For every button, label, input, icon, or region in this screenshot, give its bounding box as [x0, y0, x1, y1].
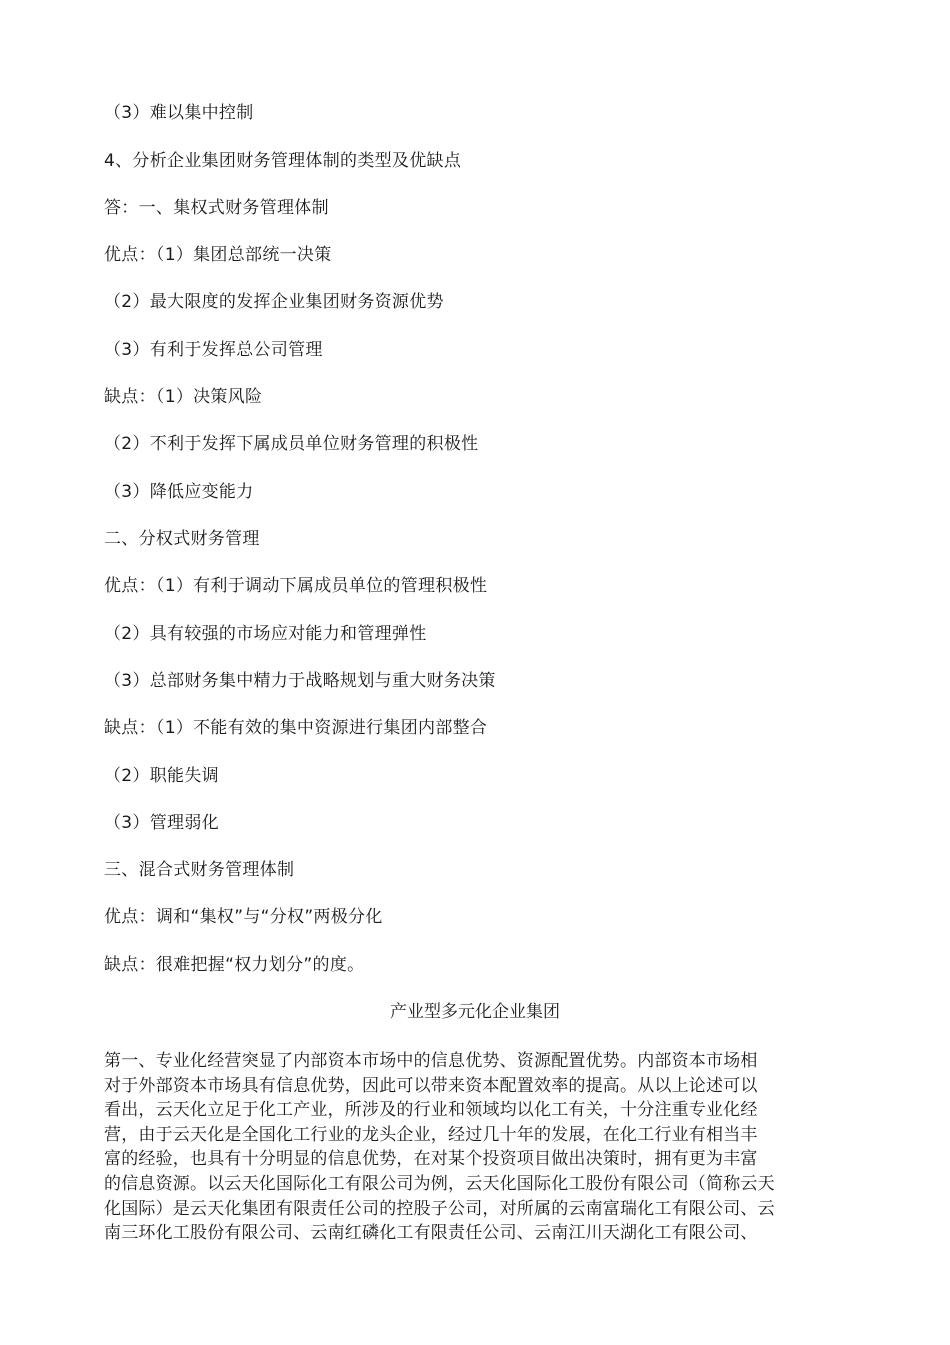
text-line: （2）最大限度的发挥企业集团财务资源优势: [104, 292, 444, 312]
text-line: 优点：（1）集团总部统一决策: [104, 245, 332, 265]
section-title: 产业型多元化企业集团: [390, 1002, 560, 1022]
paragraph-line: 化国际）是云天化集团有限责任公司的控股子公司，对所属的云南富瑞化工有限公司、云: [104, 1198, 775, 1219]
text-line: 缺点：（1）不能有效的集中资源进行集团内部整合: [104, 718, 488, 738]
text-line: （3）总部财务集中精力于战略规划与重大财务决策: [104, 671, 496, 691]
text-line: 优点：（1）有利于调动下属成员单位的管理积极性: [104, 576, 488, 596]
answer-heading: 答：一、集权式财务管理体制: [104, 198, 329, 218]
paragraph-line: 对于外部资本市场具有信息优势，因此可以带来资本配置效率的提高。从以上论述可以: [104, 1075, 758, 1096]
text-line: 优点：调和“集权”与“分权”两极分化: [104, 907, 383, 927]
subsection-heading: 二、分权式财务管理: [104, 529, 260, 549]
text-line: （2）具有较强的市场应对能力和管理弹性: [104, 624, 427, 644]
paragraph-line: 的信息资源。以云天化国际化工有限公司为例，云天化国际化工股份有限公司（简称云天: [104, 1173, 775, 1194]
body-paragraph: [104, 1049, 804, 1246]
paragraph-line: 富的经验，也具有十分明显的信息优势，在对某个投资项目做出决策时，拥有更为丰富: [104, 1149, 758, 1170]
text-line: 缺点：（1）决策风险: [104, 387, 263, 407]
text-line: 缺点：很难把握“权力划分”的度。: [104, 955, 365, 975]
paragraph-line: 看出，云天化立足于化工产业，所涉及的行业和领域均以化工有关，十分注重专业化经: [104, 1100, 758, 1121]
text-line: （3）难以集中控制: [104, 103, 254, 123]
question-heading: 4、分析企业集团财务管理体制的类型及优缺点: [104, 151, 462, 171]
text-line: （2）职能失调: [104, 766, 219, 786]
text-line: （3）有利于发挥总公司管理: [104, 340, 323, 360]
text-line: （3）降低应变能力: [104, 482, 254, 502]
subsection-heading: 三、混合式财务管理体制: [104, 860, 295, 880]
text-line: （2）不利于发挥下属成员单位财务管理的积极性: [104, 434, 479, 454]
text-line: （3）管理弱化: [104, 813, 219, 833]
paragraph-line: 营，由于云天化是全国化工行业的龙头企业，经过几十年的发展，在化工行业有相当丰: [104, 1124, 758, 1145]
paragraph-line: 南三环化工股份有限公司、云南红磷化工有限责任公司、云南江川天湖化工有限公司、: [104, 1223, 758, 1244]
paragraph-line: 第一、专业化经营突显了内部资本市场中的信息优势、资源配置优势。内部资本市场相: [104, 1051, 758, 1071]
